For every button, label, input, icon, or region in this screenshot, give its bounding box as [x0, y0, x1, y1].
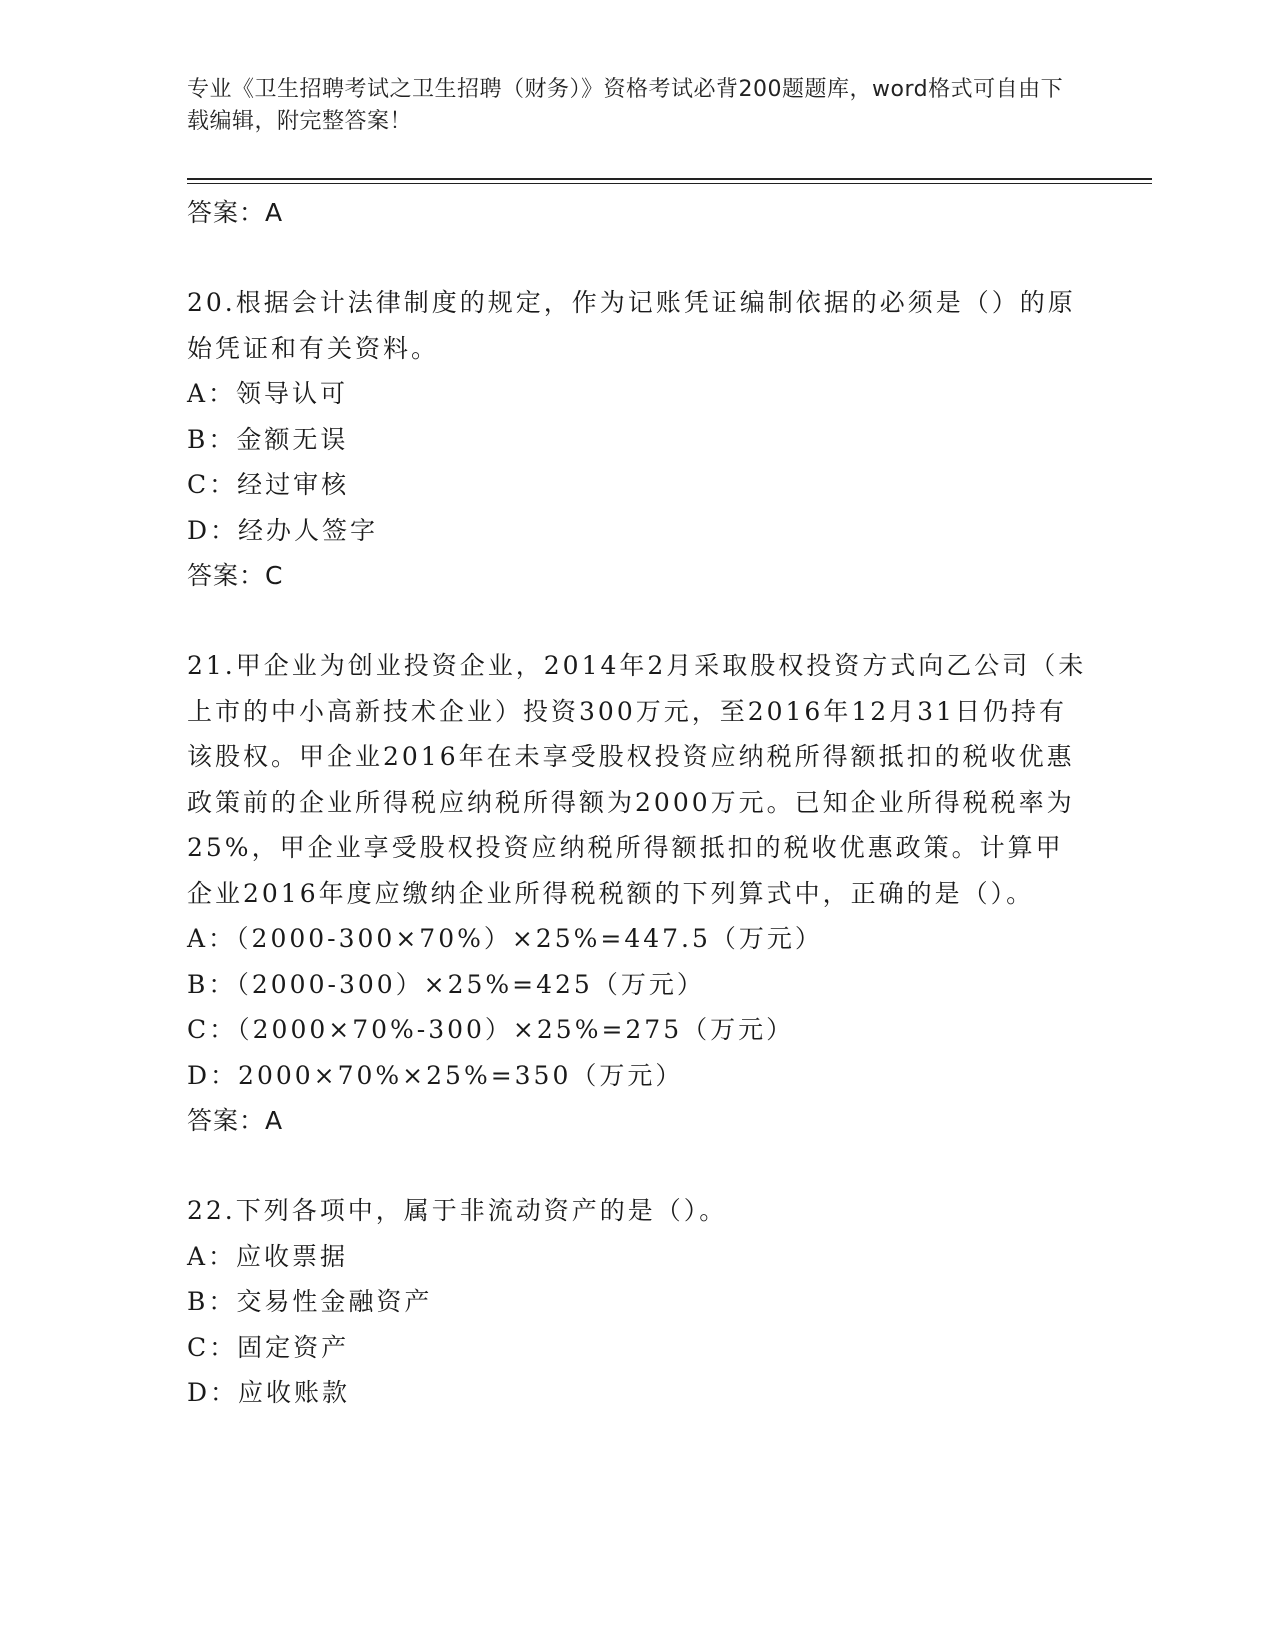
question-text: 20.根据会计法律制度的规定，作为记账凭证编制依据的必须是（）的原始凭证和有关资料。 [187, 288, 1076, 363]
option-d: D：2000×70%×25%=350（万元） [187, 1060, 684, 1090]
answer-line: 答案：C [187, 561, 284, 590]
question-21 [187, 643, 1087, 1143]
option-d: D：应收账款 [187, 1378, 351, 1407]
question-22 [187, 1188, 1087, 1416]
document-body [187, 190, 1087, 1416]
option-b: B：金额无误 [187, 424, 349, 454]
option-c: C：经过审核 [187, 470, 350, 499]
option-b: B：（2000-300）×25%=425（万元） [187, 969, 705, 999]
answer-line: 答案：A [187, 198, 284, 227]
option-c: C：固定资产 [187, 1332, 350, 1362]
option-d: D：经办人签字 [187, 515, 379, 545]
option-a: A：领导认可 [187, 379, 349, 408]
question-text: 21.甲企业为创业投资企业，2014年2月采取股权投资方式向乙公司（未上市的中小高新技术企业）投资300万元，至2016年12月31日仍持有该股权。甲企业2016年在未享受股权投资应纳税所得额抵扣的税收优惠政策前的企业所得税应纳税所得额为2000万元。已知企业所得税税率为25%，甲企业享受股权投资应纳税所得额抵扣的税收优惠政策。计算甲企业2016年度应缴纳企业所得税税额的下列算式中，正确的是（）。 [187, 651, 1087, 908]
option-a: A：（2000-300×70%）×25%=447.5（万元） [187, 924, 823, 953]
question-20 [187, 280, 1087, 598]
option-b: B：交易性金融资产 [187, 1287, 433, 1316]
question-text: 22.下列各项中，属于非流动资产的是（）。 [187, 1196, 728, 1225]
header-rule-thin [187, 183, 1152, 184]
option-c: C：（2000×70%-300）×25%=275（万元） [187, 1015, 795, 1044]
answer-line: 答案：A [187, 1106, 284, 1135]
header-rule-thick [187, 178, 1152, 180]
document-header: 专业《卫生招聘考试之卫生招聘（财务）》资格考试必背200题题库，word格式可自由下载编辑，附完整答案！ [187, 77, 1064, 134]
option-a: A：应收票据 [187, 1241, 349, 1271]
